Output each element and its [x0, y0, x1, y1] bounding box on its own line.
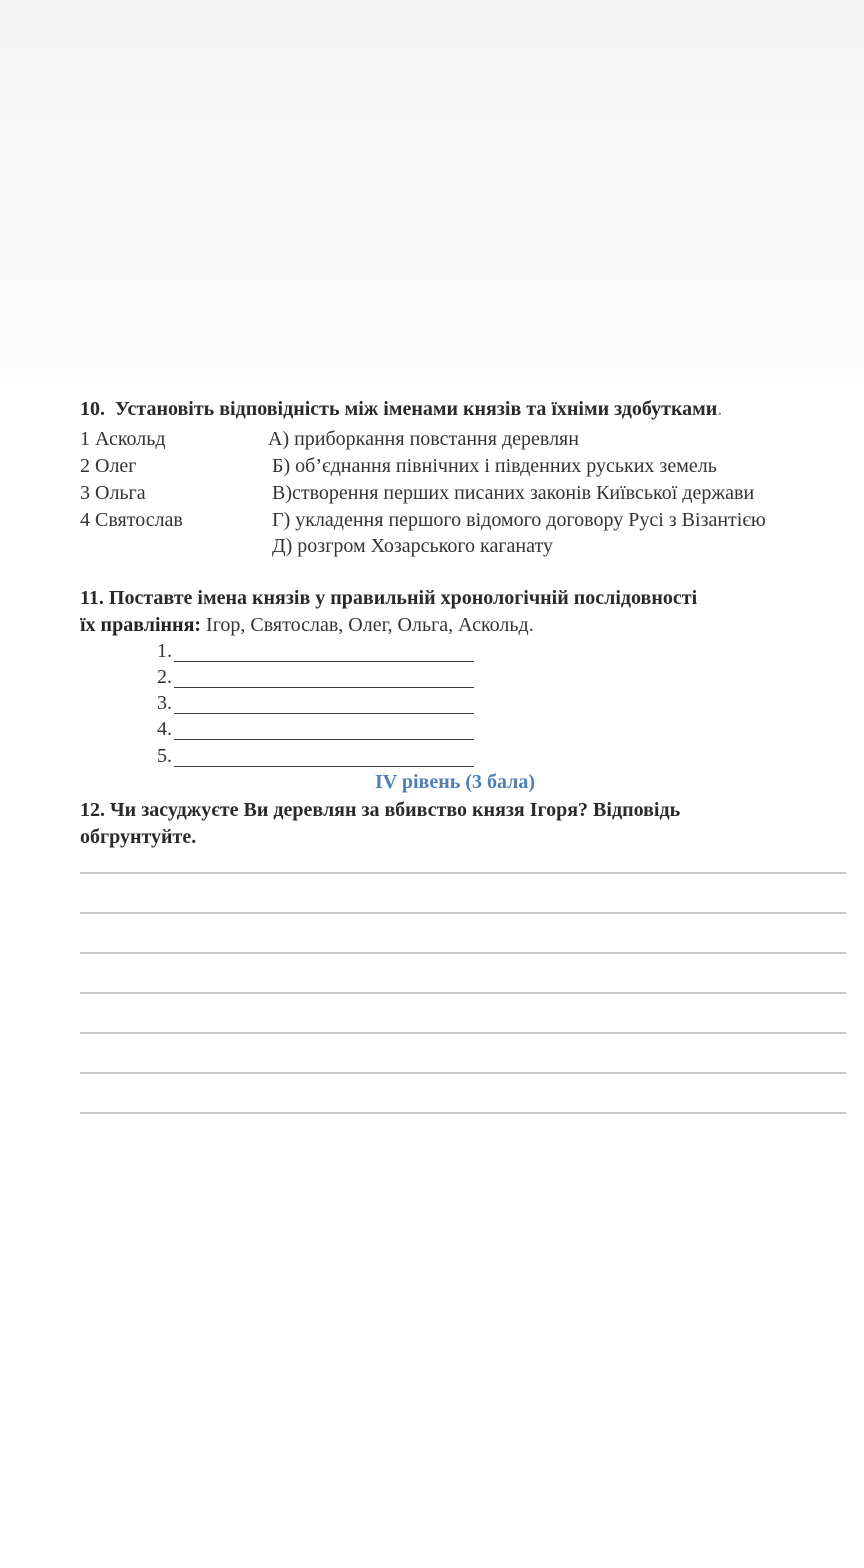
q11-blank-label-3: 3.	[157, 692, 172, 714]
q10-right-d: Д) розгром Хозарського каганату	[272, 535, 553, 557]
q10-right-a: А) приборкання повстання деревлян	[268, 428, 579, 450]
q11-blank-label-4: 4.	[157, 718, 172, 740]
q10-left-1: 1 Аскольд	[80, 428, 166, 450]
q11-blank-line-4[interactable]	[174, 739, 474, 740]
q10-title-text: Установіть відповідність між іменами князів та їхніми здобутками	[115, 398, 718, 420]
q11-blank-line-5[interactable]	[174, 766, 474, 767]
q11-line2-bold: їх правління:	[80, 614, 202, 636]
answer-line-7[interactable]	[80, 1112, 846, 1114]
q10-left-3: 3 Ольга	[80, 482, 146, 504]
q11-blank-line-2[interactable]	[174, 687, 474, 688]
answer-line-5[interactable]	[80, 1032, 846, 1034]
q11-title-line2	[80, 614, 534, 637]
q12-title-line1: 12. Чи засуджуєте Ви деревлян за вбивство князя Ігоря? Відповідь	[80, 799, 681, 821]
answer-line-1[interactable]	[80, 872, 846, 874]
q10-left-4: 4 Святослав	[80, 509, 183, 531]
q11-blank-label-5: 5.	[157, 745, 172, 767]
answer-line-2[interactable]	[80, 912, 846, 914]
q11-blank-label-1: 1.	[157, 640, 172, 662]
q11-blank-line-1[interactable]	[174, 661, 474, 662]
q11-title-line1: 11. Поставте імена князів у правильній хронологічній послідовності	[80, 587, 698, 609]
top-blank-area	[0, 0, 864, 385]
q11-blank-line-3[interactable]	[174, 713, 474, 714]
level-heading: IV рівень (3 бала)	[375, 771, 536, 793]
q12-title-line2: обгрунтуйте.	[80, 826, 197, 848]
q10-number: 10.	[80, 398, 105, 420]
q11-line2-rest: Ігор, Святослав, Олег, Ольга, Аскольд.	[201, 614, 534, 636]
q10-right-g: Г) укладення першого відомого договору Русі з Візантією	[272, 509, 766, 531]
answer-line-6[interactable]	[80, 1072, 846, 1074]
q10-title	[80, 398, 722, 421]
q10-right-v: В)створення перших писаних законів Київської держави	[272, 482, 755, 504]
q10-right-b: Б) об’єднання північних і південних руських земель	[272, 455, 717, 477]
q11-blank-label-2: 2.	[157, 666, 172, 688]
q10-left-2: 2 Олег	[80, 455, 137, 477]
answer-line-3[interactable]	[80, 952, 846, 954]
answer-line-4[interactable]	[80, 992, 846, 994]
q10-title-punct: .	[717, 398, 723, 420]
